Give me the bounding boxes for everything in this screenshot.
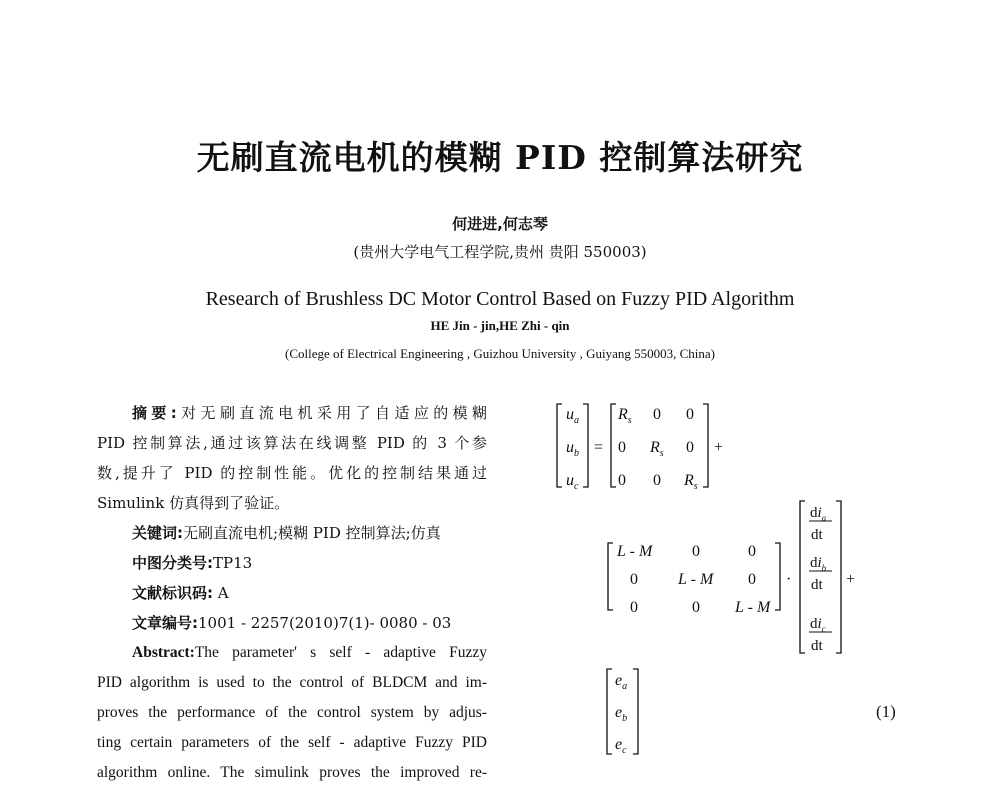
keywords-value: 无刷直流电机;模糊 PID 控制算法;仿真: [183, 524, 441, 542]
eq-e-c: $e_c$: [615, 736, 627, 756]
eq-dt-b: dt: [811, 577, 823, 593]
eq-r11: $R_s$: [618, 406, 632, 426]
eq-u-a: $u_a$: [566, 406, 579, 426]
eq-l23: 0: [748, 571, 756, 588]
authors-cn: 何进进,何志琴: [452, 215, 548, 233]
eq-dib: $di_b$: [810, 555, 827, 573]
keywords-label: 关键词:: [132, 524, 183, 542]
abstract-en-line: ting certain parameters of the self - adaptive Fuzzy PID: [97, 734, 487, 751]
abstract-en-label: Abstract:: [132, 644, 195, 661]
affiliation-cn: (贵州大学电气工程学院,贵州 贵阳 550003): [353, 243, 647, 261]
eq-plus-2: +: [846, 571, 856, 588]
abstract-en-line: PID algorithm is used to the control of BLDCM and im-: [97, 674, 487, 691]
article-no-label: 文章编号:: [132, 614, 198, 632]
eq-dt-c: dt: [811, 638, 823, 654]
paper-title-cn: 无刷直流电机的模糊 PID 控制算法研究: [196, 138, 804, 177]
eq-l32: 0: [692, 599, 700, 616]
eq-dic: $di_c$: [810, 616, 826, 634]
eq-r13: 0: [686, 406, 694, 423]
abstract-cn-line: 摘要:对无刷直流电机采用了自适应的模糊: [132, 404, 487, 422]
article-no-value: 1001 - 2257(2010)7(1)- 0080 - 03: [198, 614, 452, 632]
paper-title-en: Research of Brushless DC Motor Control Based on Fuzzy PID Algorithm: [205, 288, 795, 310]
eq-l33: L - M: [735, 599, 771, 616]
eq-l21: 0: [630, 571, 638, 588]
eq-r22: $R_s$: [650, 439, 664, 459]
eq-equals: =: [594, 439, 604, 456]
authors-en: HE Jin - jin,HE Zhi - qin: [430, 318, 570, 333]
equation-number: (1): [876, 702, 896, 721]
eq-plus-1: +: [714, 439, 724, 456]
eq-r31: 0: [618, 472, 626, 489]
eq-u-b: $u_b$: [566, 439, 579, 459]
eq-r33: $R_s$: [684, 472, 698, 492]
eq-dot: ·: [786, 571, 792, 588]
eq-l22: L - M: [678, 571, 714, 588]
eq-l31: 0: [630, 599, 638, 616]
eq-r32: 0: [653, 472, 661, 489]
eq-l11: L - M: [617, 543, 653, 560]
clc-label: 中图分类号:: [132, 554, 213, 572]
abstract-en-line: Abstract:The parameter' s self - adaptive Fuzzy: [132, 644, 487, 661]
doc-code-value: A: [213, 584, 229, 602]
eq-r23: 0: [686, 439, 694, 456]
affiliation-en: (College of Electrical Engineering , Guizhou University , Guiyang 550003, China): [285, 346, 715, 361]
abstract-cn-line: Simulink 仿真得到了验证。: [97, 494, 290, 512]
abstract-cn-label: 摘要:: [132, 404, 177, 422]
eq-l13: 0: [748, 543, 756, 560]
abstract-en-line: proves the performance of the control system by adjus-: [97, 704, 487, 721]
abstract-cn-line: PID 控制算法,通过该算法在线调整 PID 的 3 个参: [97, 434, 487, 452]
eq-e-a: $e_a$: [615, 672, 628, 692]
eq-r21: 0: [618, 439, 626, 456]
doc-code-label: 文献标识码:: [132, 584, 213, 602]
eq-e-b: $e_b$: [615, 704, 628, 724]
clc-value: TP13: [213, 554, 253, 572]
eq-dia: $di_a$: [810, 505, 827, 523]
abstract-cn-line: 数,提升了 PID 的控制性能。优化的控制结果通过: [97, 464, 487, 482]
eq-u-c: $u_c$: [566, 472, 579, 492]
eq-l12: 0: [692, 543, 700, 560]
abstract-en-line: algorithm online. The simulink proves the improved re-: [97, 764, 487, 781]
eq-r12: 0: [653, 406, 661, 423]
eq-dt-a: dt: [811, 527, 823, 543]
